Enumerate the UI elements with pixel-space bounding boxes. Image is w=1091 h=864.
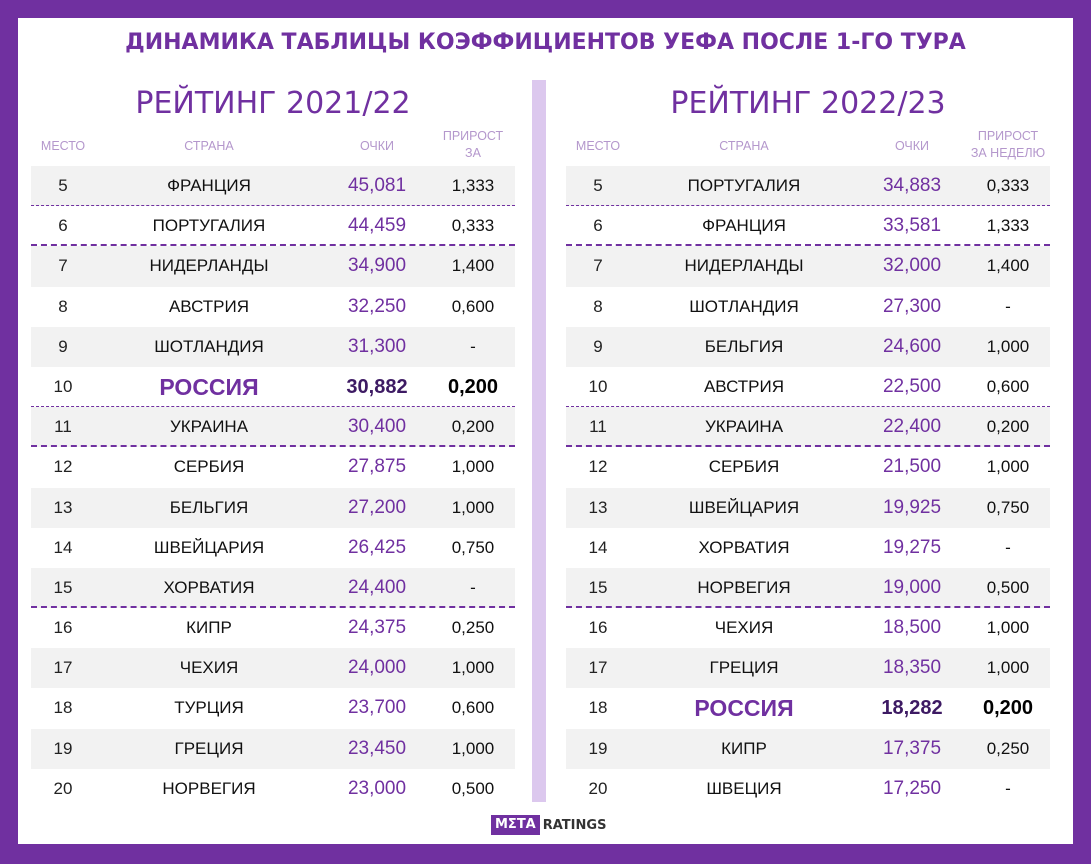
- table-row: [566, 367, 1050, 407]
- table-row: [566, 287, 1050, 327]
- cell-country: ГРЕЦИЯ: [709, 658, 779, 678]
- table-row: [566, 608, 1050, 648]
- table-header: [566, 128, 1050, 166]
- cell-country: НИДЕРЛАНДЫ: [684, 256, 804, 276]
- table-row: [566, 488, 1050, 528]
- cell-points: 44,459: [347, 215, 407, 237]
- table-row: [31, 488, 515, 528]
- cell-points: 24,000: [347, 657, 407, 679]
- cell-country: ПОРТУГАЛИЯ: [687, 176, 801, 195]
- table-row: [31, 447, 515, 487]
- cell-place: 12: [588, 457, 608, 477]
- cell-country: УКРАИНА: [704, 417, 784, 437]
- cell-place: 8: [593, 296, 603, 316]
- header-points: ОЧКИ: [894, 139, 930, 153]
- table-row: [31, 287, 515, 327]
- cell-place: 15: [53, 577, 73, 597]
- cell-gain: 1,333: [986, 216, 1030, 236]
- cell-place: 6: [593, 216, 603, 236]
- cell-country: ШВЕЙЦАРИЯ: [153, 537, 265, 557]
- cell-gain: -: [1005, 296, 1011, 316]
- cell-points: 18,282: [881, 697, 943, 720]
- table-row: [31, 729, 515, 769]
- header-points: ОЧКИ: [359, 139, 395, 153]
- cell-country: СЕРБИЯ: [708, 457, 780, 477]
- cell-place: 9: [593, 336, 603, 356]
- table-row: [31, 407, 515, 447]
- cell-gain: 1,000: [986, 336, 1030, 356]
- cell-gain: 0,500: [451, 778, 495, 798]
- cell-points: 24,600: [882, 335, 942, 357]
- cell-gain: 1,000: [986, 658, 1030, 678]
- cell-points: 24,400: [347, 576, 407, 598]
- cell-country: СЕРБИЯ: [173, 457, 245, 477]
- cell-gain: 1,400: [451, 256, 495, 276]
- cell-points: 18,350: [882, 657, 942, 679]
- cell-gain: 0,333: [451, 216, 495, 236]
- cell-points: 18,500: [882, 617, 942, 639]
- panel-title: РЕЙТИНГ 2021/22: [135, 86, 411, 121]
- cell-place: 20: [588, 778, 608, 798]
- cell-country: ГРЕЦИЯ: [174, 738, 244, 758]
- cell-gain: 1,000: [451, 497, 495, 517]
- cell-country: УКРАИНА: [169, 417, 249, 437]
- cell-gain: 0,600: [986, 376, 1030, 396]
- cell-gain: 0,200: [982, 697, 1034, 720]
- table-row: [31, 327, 515, 367]
- cell-points: 31,300: [347, 335, 407, 357]
- cell-country: ШВЕЙЦАРИЯ: [688, 497, 800, 517]
- cell-country: БЕЛЬГИЯ: [704, 336, 784, 356]
- cell-place: 15: [588, 577, 608, 597]
- cell-place: 10: [588, 376, 608, 396]
- cell-points: 30,882: [346, 375, 408, 398]
- main-title: ДИНАМИКА ТАБЛИЦЫ КОЭФФИЦИЕНТОВ УЕФА ПОСЛЕ 1-ГО ТУРА: [125, 30, 966, 55]
- table-row: [566, 206, 1050, 246]
- cell-place: 11: [589, 417, 607, 437]
- cell-gain: 0,200: [447, 375, 499, 398]
- cell-country: ФРАНЦИЯ: [167, 176, 251, 195]
- cell-place: 11: [54, 417, 72, 437]
- table-row: [31, 206, 515, 246]
- cell-points: 19,000: [882, 576, 942, 598]
- cell-gain: -: [1005, 778, 1011, 798]
- table-row: [31, 769, 515, 809]
- cell-points: 34,900: [347, 255, 407, 277]
- cell-points: 23,000: [347, 777, 407, 799]
- cell-country: НОРВЕГИЯ: [162, 778, 256, 798]
- cell-country: ХОРВАТИЯ: [163, 577, 255, 597]
- logo-text: RATINGS: [542, 817, 607, 833]
- table-row: [566, 729, 1050, 769]
- cell-place: 5: [593, 176, 603, 195]
- table-body: [31, 166, 515, 809]
- cell-country: ФРАНЦИЯ: [702, 216, 786, 236]
- header-gain-line1: ПРИРОСТ: [442, 129, 504, 143]
- table-body: [566, 166, 1050, 809]
- cell-points: 17,250: [882, 777, 942, 799]
- cell-place: 5: [58, 176, 68, 195]
- cell-country: РОССИЯ: [694, 695, 794, 722]
- cell-points: 27,300: [882, 295, 942, 317]
- cell-place: 12: [53, 457, 73, 477]
- header-place: МЕСТО: [40, 139, 86, 153]
- cell-country: ХОРВАТИЯ: [698, 537, 790, 557]
- cell-country: КИПР: [721, 738, 767, 758]
- cell-gain: 0,250: [451, 618, 495, 638]
- cell-gain: 0,750: [451, 537, 495, 557]
- table-row: [566, 769, 1050, 809]
- header-place: МЕСТО: [575, 139, 621, 153]
- cell-gain: -: [1005, 537, 1011, 557]
- cell-points: 22,400: [882, 416, 942, 438]
- cell-gain: -: [470, 336, 476, 356]
- cell-points: 26,425: [347, 536, 407, 558]
- cell-place: 6: [58, 216, 68, 236]
- table-row: [31, 648, 515, 688]
- table-row-highlight: [31, 367, 515, 407]
- cell-gain: 1,000: [986, 618, 1030, 638]
- panel-divider: [532, 80, 546, 802]
- cell-gain: 0,250: [986, 738, 1030, 758]
- header-gain: [431, 128, 515, 162]
- cell-gain: 1,333: [451, 176, 495, 195]
- cell-points: 24,375: [347, 617, 407, 639]
- cell-points: 45,081: [347, 175, 407, 196]
- cell-place: 16: [588, 618, 608, 638]
- infographic-frame: [18, 18, 1073, 844]
- cell-country: НОРВЕГИЯ: [697, 577, 791, 597]
- cell-country: АВСТРИЯ: [703, 376, 785, 396]
- table-row: [566, 407, 1050, 447]
- cell-points: 23,450: [347, 737, 407, 759]
- cell-gain: 0,333: [986, 176, 1030, 195]
- cell-place: 10: [53, 376, 73, 396]
- cell-gain: 1,000: [451, 457, 495, 477]
- cell-points: 19,925: [882, 496, 942, 518]
- cell-gain: 0,200: [986, 417, 1030, 437]
- header-gain: [966, 128, 1050, 162]
- cell-country: НИДЕРЛАНДЫ: [149, 256, 269, 276]
- cell-gain: 0,200: [451, 417, 495, 437]
- table-row: [566, 568, 1050, 608]
- cell-place: 8: [58, 296, 68, 316]
- cell-country: ТУРЦИЯ: [174, 698, 244, 718]
- cell-gain: 1,000: [451, 658, 495, 678]
- cell-points: 21,500: [882, 456, 942, 478]
- cell-country: ШВЕЦИЯ: [706, 778, 782, 798]
- header-country: СТРАНА: [184, 139, 234, 153]
- ranking-panel-2021-22: [31, 82, 515, 809]
- table-row: [566, 447, 1050, 487]
- cell-gain: 1,000: [451, 738, 495, 758]
- table-row: [31, 688, 515, 728]
- cell-gain: 1,400: [986, 256, 1030, 276]
- ranking-panel-2022-23: [566, 82, 1050, 809]
- table-row: [31, 608, 515, 648]
- cell-country: АВСТРИЯ: [168, 296, 250, 316]
- table-row: [566, 528, 1050, 568]
- cell-place: 17: [53, 658, 73, 678]
- cell-points: 30,400: [347, 416, 407, 438]
- cell-place: 13: [53, 497, 73, 517]
- header-gain-line1: ПРИРОСТ: [977, 129, 1039, 143]
- header-country: СТРАНА: [719, 139, 769, 153]
- cell-country: ШОТЛАНДИЯ: [154, 336, 264, 356]
- table-header: [31, 128, 515, 166]
- table-row-highlight: [566, 688, 1050, 728]
- cell-place: 7: [593, 256, 603, 276]
- cell-place: 20: [53, 778, 73, 798]
- cell-place: 13: [588, 497, 608, 517]
- table-row: [566, 166, 1050, 206]
- table-row: [566, 648, 1050, 688]
- cell-gain: 0,600: [451, 296, 495, 316]
- cell-points: 32,250: [347, 295, 407, 317]
- cell-country: ЧЕХИЯ: [179, 658, 239, 678]
- cell-country: ШОТЛАНДИЯ: [689, 296, 799, 316]
- cell-gain: 0,750: [986, 497, 1030, 517]
- cell-place: 18: [588, 698, 608, 718]
- panel-title: РЕЙТИНГ 2022/23: [670, 86, 946, 121]
- cell-points: 23,700: [347, 697, 407, 719]
- cell-points: 17,375: [882, 737, 942, 759]
- cell-points: 27,875: [347, 456, 407, 478]
- cell-gain: 1,000: [986, 457, 1030, 477]
- table-row: [31, 528, 515, 568]
- table-row: [566, 327, 1050, 367]
- cell-gain: -: [470, 577, 476, 597]
- table-row: [31, 166, 515, 206]
- cell-gain: 0,600: [451, 698, 495, 718]
- cell-place: 16: [53, 618, 73, 638]
- table-row: [31, 568, 515, 608]
- cell-place: 19: [588, 738, 608, 758]
- cell-country: ЧЕХИЯ: [714, 618, 774, 638]
- cell-place: 7: [58, 256, 68, 276]
- metaratings-logo: [491, 815, 606, 835]
- cell-points: 19,275: [882, 536, 942, 558]
- cell-place: 14: [588, 537, 608, 557]
- cell-points: 27,200: [347, 496, 407, 518]
- cell-place: 19: [53, 738, 73, 758]
- cell-points: 32,000: [882, 255, 942, 277]
- table-row: [31, 246, 515, 286]
- cell-gain: 0,500: [986, 577, 1030, 597]
- cell-points: 22,500: [882, 375, 942, 397]
- cell-place: 18: [53, 698, 73, 718]
- header-gain-line2: ЗА НЕДЕЛЮ: [970, 146, 1046, 160]
- cell-country: КИПР: [186, 618, 232, 638]
- header-gain-line2: ЗА: [465, 146, 481, 160]
- cell-country: ПОРТУГАЛИЯ: [152, 216, 266, 236]
- cell-country: БЕЛЬГИЯ: [169, 497, 249, 517]
- table-row: [566, 246, 1050, 286]
- logo-mark: МΣТА: [491, 815, 540, 835]
- cell-place: 14: [53, 537, 73, 557]
- cell-country: РОССИЯ: [159, 373, 259, 400]
- cell-place: 9: [58, 336, 68, 356]
- cell-points: 33,581: [882, 215, 942, 237]
- cell-points: 34,883: [882, 175, 942, 196]
- cell-place: 17: [588, 658, 608, 678]
